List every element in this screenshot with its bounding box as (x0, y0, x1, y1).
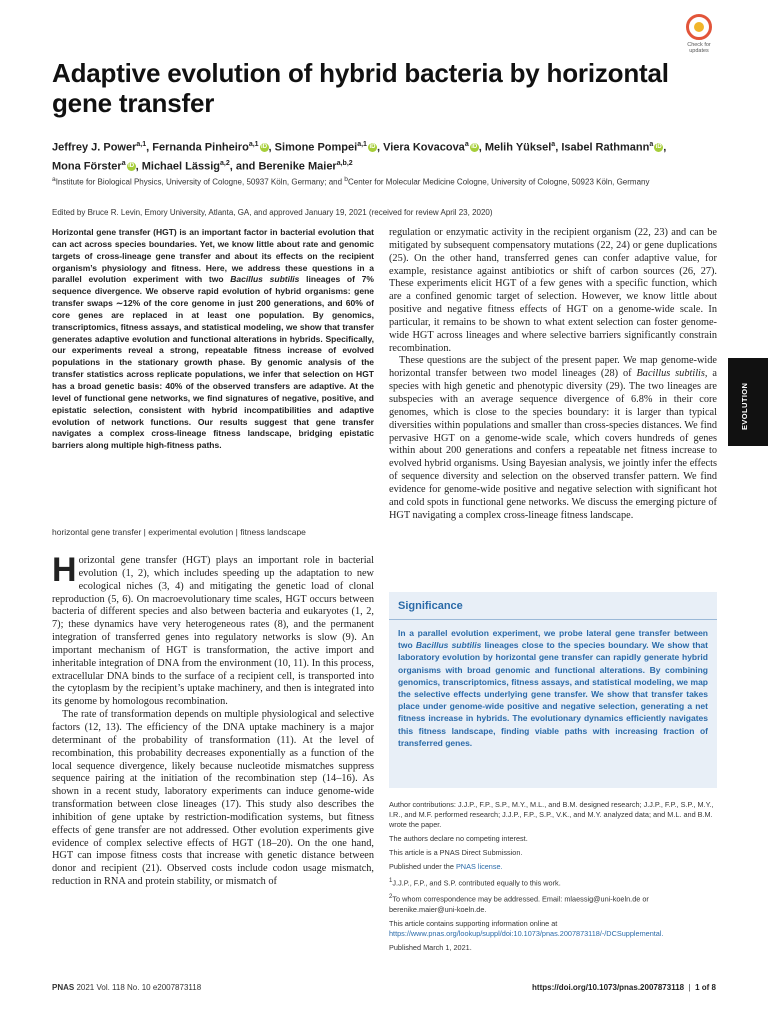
competing-interest: The authors declare no competing interest. (389, 834, 528, 843)
equal-contribution-text: J.J.P., F.P., and S.P. contributed equally to this work. (392, 878, 561, 888)
author-affiliation-marker: a (551, 141, 556, 148)
check-for-updates-label: Check for updates (687, 42, 711, 54)
author-affiliation-marker: a (121, 159, 126, 167)
intro-paragraph-3: regulation or enzymatic activity in the recipient organism (22, 23) and can be mitigated by subsequent compensatory mutations (22, 24) or gene duplications (25). On the other hand, transferred genes can confer adaptive value, for example, resistance against antibiotics or shift of carbon sources (26, 27). These experiments elicit HGT of a few genes with a specific function, which are a confined genomic target of selection. However, we know little about positive and negative fitness effects of HGT on a genome-wide scale. In particular, it remains to be shown to what extent selection can foster genome-wide HGT across lineages and where selective barriers significantly constrain recombination. (389, 227, 717, 354)
orcid-icon[interactable]: iD (471, 144, 478, 151)
section-tab (728, 358, 768, 446)
author-list (52, 137, 718, 174)
affiliations (52, 174, 718, 188)
footer-journal: PNAS (52, 983, 75, 992)
author-separator: , (555, 141, 562, 154)
orcid-icon[interactable]: iD (655, 144, 662, 151)
correspondence-note (389, 892, 717, 914)
published-date: Published March 1, 2021. (389, 942, 472, 952)
abstract-text-2: lineages of 7% sequence divergence. We observe rapid evolution of hybrid organisms: gene transfer swaps ∼12% of the core genome in just 200 generations, and 60% of core genes are replaced in at least one population. By genomics, transcriptomics, fitness assays, and statistical modeling, we show that transfer generates adaptive evolution and functional alterations in hybrids. Specifically, our experiments reveal a strong, repeatable fitness increase of evolved populations in the stationary growth phase. By genomic analysis of the transfer statistics across replicate populations, we infer that selection on HGT has a broad genetic basis: 40% of the observed transfers are adaptive. At the level of functional gene networks, we find signatures of negative, positive, and epistatic selection, consistent with hybrid incompatibilities and adaptive evolution of network functions. Our results suggest that gene transfer navigates a complex cross-lineage fitness landscape, bridging epistatic barriers along multiple high-fitness paths. (52, 274, 374, 451)
author-affiliation-marker: a (464, 141, 469, 148)
author-name[interactable]: Fernanda Pinheiro (152, 141, 249, 154)
author-name[interactable]: Isabel Rathmann (561, 141, 650, 154)
intro-text-4a: These questions are the subject of the present paper. We map genome-wide horizontal transfer between two model lineages (28) of (389, 355, 717, 380)
supporting-info-prefix: This article contains supporting information online at (389, 918, 558, 928)
author-name[interactable]: Mona Förster (52, 160, 122, 173)
edited-by: Edited by Bruce R. Levin, Emory University, Atlanta, GA, and approved January 19, 2021 (received for review April 23, 2020) (52, 208, 493, 217)
significance-text-1: In a parallel evolution experiment, we probe lateral gene transfer between two (398, 628, 708, 651)
intro-species: Bacillus subtilis, (636, 368, 708, 380)
author-affiliation-marker: a,1 (248, 141, 259, 148)
footer-citation-text: 2021 Vol. 118 No. 10 e2007873118 (74, 983, 202, 992)
author-name[interactable]: Jeffrey J. Power (52, 141, 137, 154)
author-name[interactable]: Melih Yüksel (484, 141, 552, 154)
author-separator: , (663, 141, 667, 154)
significance-text-2: lineages close to the species boundary. We show that laboratory evolution by horizontal gene transfer can rapidly generate hybrid organisms with broad genomic and functional alterations. By combining genomics, transcriptomics, fitness assays, and statistical modeling, we map the selective effects underlying gene transfer. We show that transfer takes place under genome-wide positive and negative selection, generating a net fitness increase in hybrids. The evolutionary dynamics efficiently navigates this fitness landscape, finding viable paths with increasing fraction of transferred genes. (398, 640, 708, 748)
orcid-icon[interactable]: iD (128, 162, 135, 169)
correspondence-text: To whom correspondence may be addressed. Email: mlaessig@uni-koeln.de or berenike.maier@uni-koeln.de. (389, 894, 649, 914)
equal-contribution-marker: 1 (389, 877, 393, 884)
author-contributions: Author contributions: J.J.P., F.P., S.P., M.Y., M.L., and B.M. designed research; J.J.P., F.P., S.P., M.Y., I.R., and M.F. performed research; J.J.P., F.P., S.P., V.K., and M.Y. analyzed data; and M.L. and B.M. wrote the paper. (389, 800, 714, 829)
abstract-species: Bacillus subtilis (230, 274, 300, 285)
footer-doi[interactable]: https://doi.org/10.1073/pnas.2007873118 (532, 983, 685, 992)
article-title: Adaptive evolution of hybrid bacteria by horizontal gene transfer (52, 58, 669, 118)
significance-divider (389, 619, 717, 620)
direct-submission: This article is a PNAS Direct Submission. (389, 848, 523, 857)
abstract-text-1: Horizontal gene transfer (HGT) is an important factor in bacterial evolution that can act across species boundaries. Yet, we know little about rate and genomic targets of cross-lineage gene transfer and about its effects on the recipient organism’s physiology and fitness. Here, we address these questions in a parallel evolution experiment with two (52, 227, 374, 285)
author-affiliation-marker: a,2 (219, 159, 230, 167)
equal-contribution-note (389, 876, 717, 888)
author-name[interactable]: Simone Pompei (274, 141, 358, 154)
page-number: 1 of 8 (695, 983, 716, 992)
section-tab-label: EVOLUTION (740, 382, 749, 430)
affiliation-a-marker: a (52, 176, 56, 183)
author-name[interactable]: Viera Kovacova (383, 141, 465, 154)
significance-text (398, 627, 708, 749)
intro-text-1: orizontal gene transfer (HGT) plays an important role in bacterial evolution (1, 2), which includes speeding up the adaptation to new ecological niches (3, 4) and mitigating the genetic load of clonal reproduction (5, 6). On macroevolutionary time scales, HGT occurs between bacteria of different species and also between bacteria and eukaryotes (1, 2, 7); these dynamics have very heterogeneous rates (8), and the permanent integration of transferred genes into regulatory networks is slow (9). An important mechanism of HGT is transformation, the active import and inheritable integration of DNA from the environment (10, 11). In this process, extracellular DNA binds to the surface of a recipient cell, is transported into the cytoplasm by the recipient’s uptake machinery, and then is integrated into its genome by homologous recombination. (52, 555, 374, 708)
significance-title: Significance (398, 600, 463, 612)
orcid-icon[interactable]: iD (369, 144, 376, 151)
affiliation-b-marker: b (344, 176, 348, 183)
correspondence-marker: 2 (389, 893, 393, 901)
significance-species: Bacillus subtilis (415, 640, 482, 651)
author-separator: , (376, 141, 384, 154)
author-separator: , (268, 141, 275, 154)
significance-box (389, 592, 717, 788)
intro-paragraph-2: The rate of transformation depends on multiple physiological and selective factors (12, 13). The efficiency of the DNA uptake machinery is a major determinant of the probability of transformation (11). At the level of recombination, this probability decreases exponentially as a function of the local sequence divergence, likely because nucleotide mismatches suppress sequence pairing at the initiation of the recombination step (14–16). As shown in a recent study, laboratory experiments can induce genome-wide transformation between close lineages (17). This study also describes the inhibition of gene uptake by restriction-modification systems, but fitness effects of gene transfer are not addressed. Other evolution experiments give evidence of complex selective effects of HGT (18–20). On the one hand, HGT can impose fitness costs that increase with genetic distance between donor and recipient (21). Observed costs include codon usage mismatch, reduction in RNA and protein stability, or mismatch of (52, 709, 374, 888)
intro-right-column (389, 227, 717, 522)
author-affiliation-marker: a,1 (136, 141, 147, 148)
author-affiliation-marker: a (649, 141, 654, 148)
author-separator: , and (229, 160, 259, 173)
orcid-icon[interactable]: iD (261, 144, 268, 151)
author-name[interactable]: Michael Lässig (141, 160, 220, 173)
author-separator: , (146, 141, 153, 154)
author-name[interactable]: Berenike Maier (258, 160, 337, 173)
intro-left-column (52, 551, 374, 889)
author-separator: , (135, 160, 142, 173)
author-separator: , (478, 141, 485, 154)
intro-paragraph-4 (389, 355, 717, 522)
article-notes (389, 800, 717, 957)
author-affiliation-marker: a,1 (357, 141, 367, 148)
abstract (52, 227, 374, 452)
intro-paragraph-1 (52, 551, 374, 709)
affiliation-a: Institute for Biological Physics, University of Cologne, 50937 Köln, Germany; and (55, 177, 345, 187)
supporting-info-note (389, 919, 717, 939)
footer-citation (52, 983, 201, 992)
intro-text-4b: a species with high genetic and phenotypic diversity (29). The two lineages are subspecies with an average sequence divergence of 6.8% in their core genomes, which is close to the species boundary: it is larger than typical diversities within populations and smaller than cross-species distances. We find pervasive HGT on a genome-wide scale, which covers hundreds of genes within about 200 generations and confers a repeatable net fitness increase to evolved hybrid organisms. Using Bayesian analysis, we jointly infer the effects of sequence diversity and selection on the observed transfer pattern. We find evidence for genome-wide positive and negative selection with significant hot and cold spots in functional gene networks. We discuss the emerging picture of HGT navigating a complex cross-lineage fitness landscape. (389, 368, 717, 521)
keywords: horizontal gene transfer | experimental evolution | fitness landscape (52, 527, 306, 537)
drop-cap: H (52, 551, 77, 589)
supporting-info-link[interactable]: https://www.pnas.org/lookup/suppl/doi:10.1073/pnas.2007873118/-/DCSupplemental. (389, 928, 664, 938)
author-affiliation-marker: a,b,2 (336, 159, 353, 167)
footer-right (532, 983, 716, 992)
license-link[interactable]: PNAS license. (455, 862, 503, 871)
license-prefix: Published under the (389, 862, 456, 871)
license-note (389, 862, 717, 872)
check-for-updates-icon (686, 14, 712, 40)
check-for-updates-badge[interactable] (681, 14, 717, 54)
affiliation-b: Center for Molecular Medicine Cologne, University of Cologne, 50923 Köln, Germany (348, 177, 650, 187)
footer-separator: | (688, 983, 691, 992)
